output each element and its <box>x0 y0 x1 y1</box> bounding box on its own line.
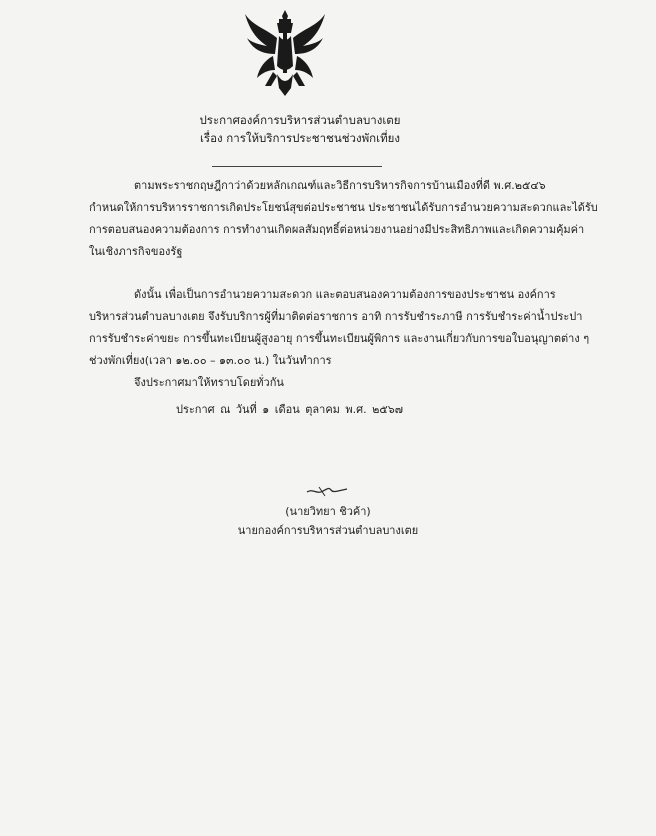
announcement-subject: เรื่อง การให้บริการประชาชนช่วงพักเที่ยง <box>199 131 401 145</box>
paragraph-line: ช่วงพักเที่ยง(เวลา ๑๒.๐๐ – ๑๓.๐๐ น.) ในวันทำการ <box>89 354 332 367</box>
handwritten-signature <box>305 483 349 499</box>
divider <box>212 166 382 167</box>
paragraph-line: การตอบสนองความต้องการ การทำงานเกิดผลสัมฤทธิ์ต่อหน่วยงานอย่างมีประสิทธิภาพและเกิดความคุ้มค่า <box>89 223 585 236</box>
paragraph-line: กำหนดให้การบริหารราชการเกิดประโยชน์สุขต่อประชาชน ประชาชนได้รับการอำนวยความสะดวกและได้รับ <box>89 201 598 214</box>
paragraph-2 <box>89 284 590 372</box>
paragraph-line: การรับชำระค่าขยะ การขึ้นทะเบียนผู้สูงอายุ การขึ้นทะเบียนผู้พิการ และงานเกี่ยวกับการขอใบอนุญาตต่าง ๆ <box>89 332 590 345</box>
announcement-date: ประกาศ ณ วันที่ ๑ เดือน ตุลาคม พ.ศ. ๒๕๖๗ <box>176 403 403 416</box>
closing-statement: จึงประกาศมาให้ทราบโดยทั่วกัน <box>134 376 284 389</box>
paragraph-1 <box>89 175 598 263</box>
garuda-emblem-icon <box>243 8 327 98</box>
paragraph-line: ตามพระราชกฤษฎีกาว่าด้วยหลักเกณฑ์และวิธีการบริหารกิจการบ้านเมืองที่ดี พ.ศ.๒๕๔๖ <box>134 179 546 192</box>
signer-position: นายกองค์การบริหารส่วนตำบลบางเตย <box>237 524 419 537</box>
paragraph-line: ในเชิงภารกิจของรัฐ <box>89 245 183 258</box>
paragraph-line: ดังนั้น เพื่อเป็นการอำนวยความสะดวก และตอบสนองความต้องการของประชาชน องค์การ <box>134 288 556 301</box>
announcement-title: ประกาศองค์การบริหารส่วนตำบลบางเตย <box>199 113 401 127</box>
signer-name: (นายวิทยา ชิวค้า) <box>285 505 371 518</box>
paragraph-line: บริหารส่วนตำบลบางเตย จึงรับบริการผู้ที่มาติดต่อราชการ อาทิ การรับชำระภาษี การรับชำระค่าน้ำประปา <box>89 310 583 323</box>
